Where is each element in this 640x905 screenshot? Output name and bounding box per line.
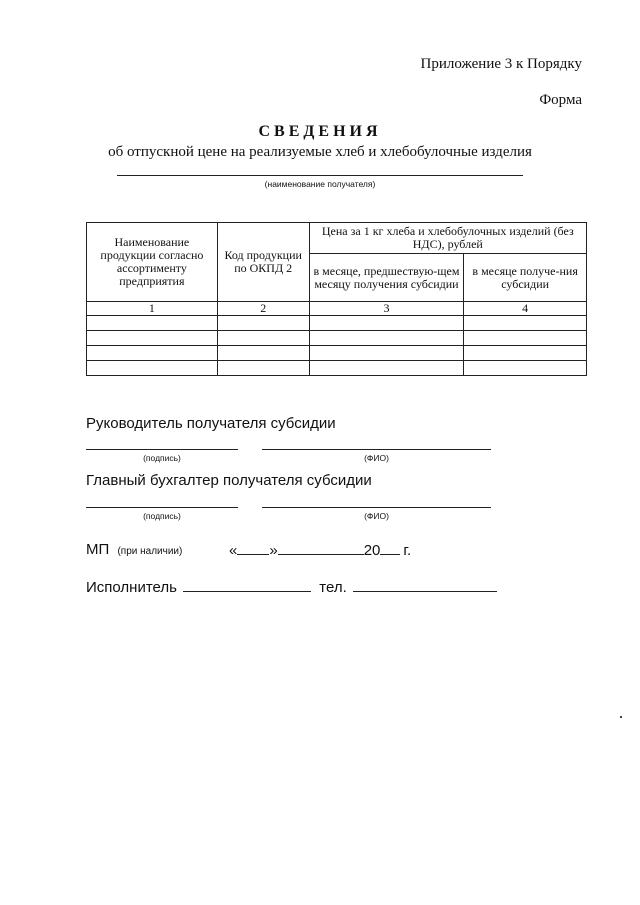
accountant-fio-caption: (ФИО) [364, 511, 389, 521]
day-blank[interactable] [237, 541, 269, 555]
year-prefix: 20 [363, 542, 381, 559]
accountant-signature-label: Главный бухгалтер получателя субсидии [86, 472, 372, 489]
table-row [87, 361, 587, 376]
table-row [87, 316, 587, 331]
head-fio-line[interactable] [262, 449, 491, 450]
column-number-1: 1 [87, 302, 218, 316]
executor-name-blank[interactable] [183, 578, 311, 592]
executor-label: Исполнитель [86, 579, 177, 596]
table-cell[interactable] [309, 346, 464, 361]
table-cell[interactable] [309, 331, 464, 346]
table-cell[interactable] [217, 316, 309, 331]
header-prev-month: в месяце, предшествую-щем месяцу получения субсидии [309, 254, 464, 302]
stamp-note: (при наличии) [117, 546, 183, 557]
month-blank[interactable] [278, 541, 364, 555]
header-subsidy-month: в месяце получе-ния субсидии [464, 254, 587, 302]
year-suffix: г. [403, 542, 412, 559]
table-cell[interactable] [217, 331, 309, 346]
recipient-name-line[interactable] [117, 175, 523, 176]
accountant-fio-line[interactable] [262, 507, 491, 508]
executor-line [86, 578, 497, 596]
date-field [229, 541, 411, 559]
date-open-quote: « [229, 542, 238, 559]
price-table [86, 222, 587, 376]
date-close-quote: » [269, 542, 278, 559]
table-cell[interactable] [87, 316, 218, 331]
head-signature-label: Руководитель получателя субсидии [86, 415, 336, 432]
phone-label: тел. [319, 579, 347, 596]
table-cell[interactable] [464, 316, 587, 331]
accountant-signature-line[interactable] [86, 507, 238, 508]
table-cell[interactable] [217, 346, 309, 361]
header-price-group: Цена за 1 кг хлеба и хлебобулочных изделий (без НДС), рублей [309, 223, 586, 254]
table-cell[interactable] [464, 361, 587, 376]
table-row [87, 346, 587, 361]
recipient-caption: (наименование получателя) [264, 179, 376, 189]
table-cell[interactable] [217, 361, 309, 376]
stamp-line [86, 541, 182, 558]
head-fio-caption: (ФИО) [364, 453, 389, 463]
table-cell[interactable] [464, 346, 587, 361]
table-cell[interactable] [309, 361, 464, 376]
table-cell[interactable] [87, 331, 218, 346]
form-label: Форма [539, 92, 582, 108]
header-okpd-code: Код продукции по ОКПД 2 [217, 223, 309, 302]
header-product-name: Наименование продукции согласно ассортименту предприятия [87, 223, 218, 302]
table-cell[interactable] [309, 316, 464, 331]
table-cell[interactable] [464, 331, 587, 346]
column-number-3: 3 [309, 302, 464, 316]
document-title: СВЕДЕНИЯ [258, 123, 382, 140]
head-sign-caption: (подпись) [143, 453, 181, 463]
phone-blank[interactable] [353, 578, 497, 592]
table-cell[interactable] [87, 361, 218, 376]
stamp-mp: МП [86, 541, 110, 558]
year-blank[interactable] [380, 541, 400, 555]
column-number-2: 2 [217, 302, 309, 316]
appendix-reference: Приложение 3 к Порядку [420, 56, 582, 72]
scan-speck [620, 716, 622, 718]
table-cell[interactable] [87, 346, 218, 361]
accountant-sign-caption: (подпись) [143, 511, 181, 521]
head-signature-line[interactable] [86, 449, 238, 450]
column-number-4: 4 [464, 302, 587, 316]
document-subtitle: об отпускной цене на реализуемые хлеб и хлебобулочные изделия [108, 144, 532, 160]
table-row [87, 331, 587, 346]
